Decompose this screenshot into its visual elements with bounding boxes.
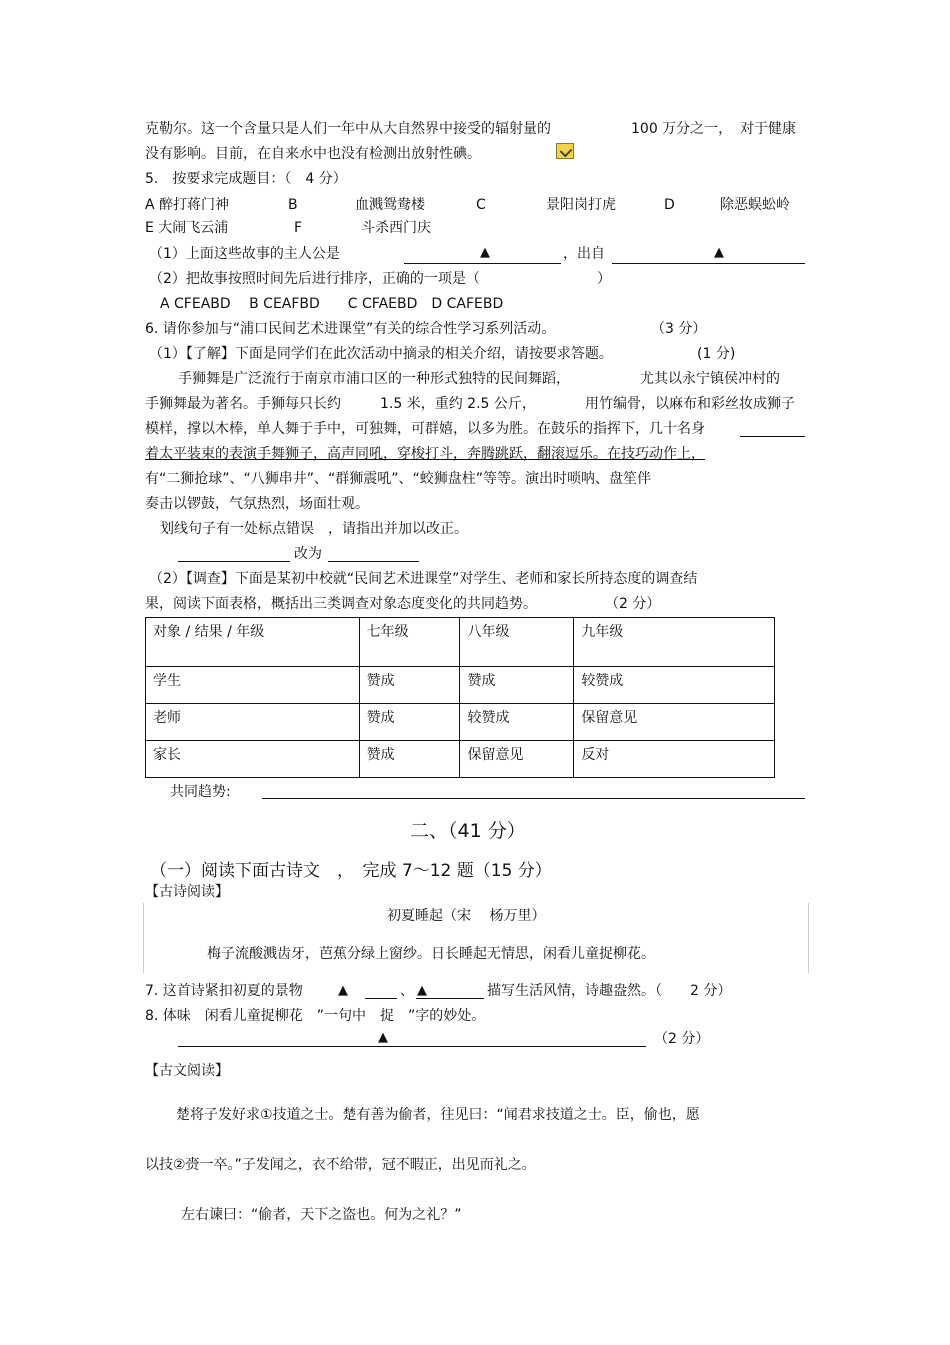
- table-cell: 赞成: [460, 667, 574, 704]
- table-cell: 赞成: [359, 741, 460, 778]
- q5-sub2-prompt: （2）把故事按照时间先后进行排序，正确的一项是（: [149, 271, 480, 287]
- q7-separator: 、: [400, 983, 414, 999]
- table-header-cell: 九年级: [574, 618, 775, 667]
- q5-option-e: E 大闹飞云浦: [145, 220, 229, 236]
- q8-answer-blank[interactable]: [178, 1046, 646, 1047]
- q5-option-d-text: 除恶蜈蚣岭: [720, 197, 790, 213]
- q5-option-f-text: 斗杀西门庆: [361, 220, 431, 236]
- q5-sub2-close: ）: [597, 271, 611, 287]
- q6-sub2-line-2: 果，阅读下面表格，概括出三类调查对象态度变化的共同趋势。: [145, 596, 537, 612]
- q5-option-a: A 醉打蒋门神: [145, 197, 230, 213]
- part-one-heading: （一）阅读下面古诗文 ， 完成 7～12 题（15 分）: [150, 861, 552, 881]
- table-cell: 老师: [146, 704, 360, 741]
- q5-option-b-letter: B: [288, 197, 298, 213]
- section-heading: 二、（41 分）: [410, 820, 526, 842]
- q5-marker-1: ▲: [480, 245, 490, 260]
- table-cell: 较赞成: [574, 667, 775, 704]
- q6-sub1-title: （1）【了解】下面是同学们在此次活动中摘录的相关介绍，请按要求答题。: [149, 346, 613, 362]
- table-cell: 家长: [146, 741, 360, 778]
- q6-para-line-1b: 尤其以永宁镇侯冲村的: [640, 371, 780, 387]
- intro-line-1c: 对于健康: [740, 121, 796, 137]
- q6-sub1-score: (1 分): [697, 346, 736, 362]
- q6-sub2-line-1: （2）【调查】下面是某初中校就“民间艺术进课堂”对学生、老师和家长所持态度的调查结: [149, 571, 698, 587]
- q6-para-line-5: 有“二狮抢球”、“八狮串井”、“群狮震吼”、“蛟狮盘柱”等等。演出时唢呐、盘笙伴: [145, 471, 652, 487]
- poem-label: 【古诗阅读】: [145, 884, 229, 900]
- table-cell: 保留意见: [460, 741, 574, 778]
- q6-score: （3 分）: [651, 321, 707, 337]
- q6-para-line-3: 模样，撑以木棒，单人舞于手中，可独舞，可群嬉，以多为胜。在鼓乐的指挥下，几十名身: [145, 421, 705, 437]
- q8-prompt: 8. 体味 闲看儿童捉柳花 ”一句中 捉 ”字的妙处。: [145, 1008, 486, 1024]
- q6-title: 6. 请你参加与“浦口民间艺术进课堂”有关的综合性学习系列活动。: [145, 321, 556, 337]
- poem-text: 梅子流酸溅齿牙，芭蕉分绿上窗纱。日长睡起无情思，闲看儿童捉柳花。: [207, 946, 655, 962]
- q5-option-d-letter: D: [664, 197, 675, 213]
- q5-option-c-text: 景阳岗打虎: [546, 197, 616, 213]
- table-header-row: [146, 618, 775, 667]
- q6-correction-blank[interactable]: [328, 561, 419, 562]
- q5-marker-2: ▲: [714, 245, 724, 260]
- table-cell: 保留意见: [574, 704, 775, 741]
- intro-line-2: 没有影响。目前，在自来水中也没有检测出放射性碘。: [145, 146, 481, 162]
- poem-title: 初夏睡起（宋 杨万里）: [387, 908, 546, 924]
- q8-score: （2 分）: [654, 1031, 710, 1047]
- q6-trend-label: 共同趋势:: [170, 784, 231, 800]
- table-cell: 学生: [146, 667, 360, 704]
- q5-title: 5. 按要求完成题目：（ 4 分）: [145, 171, 347, 187]
- table-row: [146, 704, 775, 741]
- q7-marker-2: ▲: [417, 983, 427, 998]
- q5-option-f-letter: F: [294, 220, 303, 236]
- table-cell: 较赞成: [460, 704, 574, 741]
- q6-change-to: 改为: [294, 546, 322, 562]
- table-header-cell: 八年级: [460, 618, 574, 667]
- q6-underline-tail: [740, 436, 805, 437]
- q6-para-line-4-underlined: 着太平装束的表演手舞狮子，高声同吼，穿梭打斗，奔腾跳跃，翻滚逗乐。在技巧动作上，: [145, 446, 705, 462]
- q6-instruction: 划线句子有一处标点错误 ，请指出并加以改正。: [160, 521, 468, 537]
- q5-choices: A CFEABD B CEAFBD C CFAEBD D CAFEBD: [160, 296, 504, 312]
- prose-line-1: 楚将子发好求①技道之士。楚有善为偷者，往见曰：“闻君求技道之士。臣，偷也，愿: [176, 1107, 700, 1123]
- q7-rest: 描写生活风情，诗趣盎然。（ 2 分）: [487, 983, 732, 999]
- q6-trend-blank[interactable]: [262, 798, 805, 799]
- survey-table: [145, 617, 775, 778]
- table-header-cell: 对象 / 结果 / 年级: [146, 618, 360, 667]
- table-cell: 赞成: [359, 704, 460, 741]
- q6-para-line-2a: 手狮舞最为著名。手狮每只长约: [145, 396, 341, 412]
- q6-para-line-2b: 1.5 米，重约 2.5 公斤，: [380, 396, 536, 412]
- q5-hero-blank[interactable]: [404, 263, 561, 264]
- q7-blank-1[interactable]: [365, 998, 397, 999]
- q5-option-b-text: 血溅鸳鸯楼: [355, 197, 425, 213]
- q5-option-c-letter: C: [476, 197, 486, 213]
- q5-sub1-source: ，出自: [563, 246, 605, 262]
- q6-para-line-1a: 手狮舞是广泛流行于南京市浦口区的一种形式独特的民间舞蹈，: [178, 371, 570, 387]
- q8-marker: ▲: [378, 1030, 388, 1045]
- q7-prompt: 7. 这首诗紧扣初夏的景物: [145, 983, 303, 999]
- table-cell: 反对: [574, 741, 775, 778]
- q5-sub1-prompt: （1）上面这些故事的主人公是: [149, 246, 340, 262]
- table-row: [146, 741, 775, 778]
- q6-error-blank[interactable]: [178, 561, 290, 562]
- intro-line-1b: 100 万分之一，: [631, 121, 733, 137]
- q6-sub2-score: （2 分）: [605, 596, 661, 612]
- table-cell: 赞成: [359, 667, 460, 704]
- note-icon[interactable]: [556, 143, 574, 159]
- table-header-cell: 七年级: [359, 618, 460, 667]
- q6-para-line-2c: 用竹编骨，以麻布和彩丝妆成狮子: [585, 396, 795, 412]
- prose-line-3: 左右谏曰：“偷者，天下之盗也。何为之礼？”: [181, 1207, 462, 1223]
- q6-para-line-6: 奏击以锣鼓，气氛热烈，场面壮观。: [145, 496, 369, 512]
- q7-marker-1: ▲: [338, 983, 348, 998]
- prose-label: 【古文阅读】: [145, 1063, 229, 1079]
- prose-line-2: 以技②赍一卒。”子发闻之，衣不给带，冠不暇正，出见而礼之。: [145, 1157, 536, 1173]
- intro-line-1a: 克勒尔。这一个含量只是人们一年中从大自然界中接受的辐射量的: [145, 121, 551, 137]
- q5-source-blank[interactable]: [612, 263, 805, 264]
- table-row: [146, 667, 775, 704]
